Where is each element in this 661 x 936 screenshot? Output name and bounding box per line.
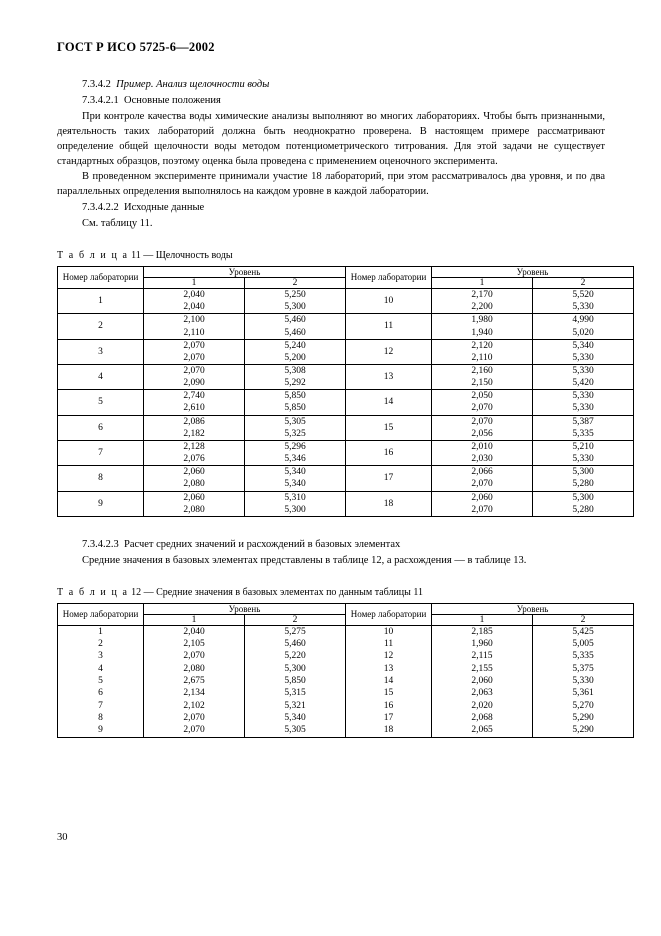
header-level-left: Уровень (144, 267, 346, 278)
table-caption-title: Средние значения в базовых элементах по данным таблицы 11 (156, 586, 424, 598)
cell-lab-number: 13 (346, 365, 432, 390)
header-lab-number-right: Номер лаборатории (346, 603, 432, 625)
cell-lab-number: 10 (346, 625, 432, 638)
header-level-right: Уровень (432, 267, 634, 278)
cell-lab-number: 3 (58, 339, 144, 364)
cell-level2: 5,425 (533, 625, 634, 638)
cell-lab-number: 9 (58, 724, 144, 737)
cell-level2: 5,290 (533, 724, 634, 737)
cell-level2: 5,387 5,335 (533, 415, 634, 440)
clause-7-3-4-2-2 (57, 201, 605, 216)
cell-level2: 5,300 (245, 663, 346, 675)
cell-level2: 5,220 (245, 650, 346, 662)
cell-lab-number: 15 (346, 415, 432, 440)
clause-number: 7.3.4.2.2 (82, 202, 119, 214)
header-level-2-right: 2 (533, 278, 634, 289)
cell-level1: 2,060 2,080 (144, 491, 245, 516)
page-content (57, 78, 605, 738)
header-level-left: Уровень (144, 603, 346, 614)
cell-level2: 5,315 (245, 687, 346, 699)
cell-level1: 2,020 (432, 700, 533, 712)
header-lab-number-left: Номер лаборатории (58, 603, 144, 625)
table-11-caption (57, 249, 605, 262)
cell-lab-number: 13 (346, 663, 432, 675)
cell-level2: 5,330 5,420 (533, 365, 634, 390)
cell-level2: 5,275 (245, 625, 346, 638)
table-11 (57, 266, 634, 517)
cell-level2: 5,250 5,300 (245, 289, 346, 314)
cell-lab-number: 6 (58, 687, 144, 699)
cell-level2: 5,305 5,325 (245, 415, 346, 440)
cell-level1: 2,066 2,070 (432, 466, 533, 491)
cell-level1: 2,740 2,610 (144, 390, 245, 415)
paragraph-see-table-11: См. таблицу 11. (82, 218, 153, 230)
table-row (58, 440, 634, 465)
table-caption-word: Т а б л и ц а (57, 250, 129, 262)
table-row (58, 314, 634, 339)
cell-level1: 2,102 (144, 700, 245, 712)
cell-level2: 5,340 5,330 (533, 339, 634, 364)
clause-7-3-4-2 (57, 78, 605, 93)
cell-level2: 5,296 5,346 (245, 440, 346, 465)
table-row (58, 675, 634, 687)
paragraph-means-reference: Средние значения в базовых элементах представлены в таблице 12, а расхождения — в таблице 13. (82, 554, 527, 566)
cell-lab-number: 14 (346, 390, 432, 415)
cell-level1: 2,063 (432, 687, 533, 699)
clause-7-3-4-2-3 (57, 538, 605, 553)
header-level-2-left: 2 (245, 614, 346, 625)
cell-level2: 5,460 5,460 (245, 314, 346, 339)
cell-level2: 5,300 5,280 (533, 491, 634, 516)
table-row (58, 415, 634, 440)
table-row (58, 650, 634, 662)
cell-lab-number: 2 (58, 638, 144, 650)
cell-level1: 2,100 2,110 (144, 314, 245, 339)
cell-level1: 1,960 (432, 638, 533, 650)
table-12-head (58, 603, 634, 625)
cell-level2: 5,305 (245, 724, 346, 737)
table-row (58, 663, 634, 675)
table-row (58, 625, 634, 638)
cell-lab-number: 14 (346, 675, 432, 687)
cell-level1: 2,040 (144, 625, 245, 638)
table-caption-number: 12 (131, 586, 142, 598)
cell-level1: 2,185 (432, 625, 533, 638)
cell-level2: 5,361 (533, 687, 634, 699)
clause-title: Пример. Анализ щелочности воды (116, 79, 270, 90)
table-caption-word: Т а б л и ц а (57, 586, 129, 598)
cell-level1: 2,040 2,040 (144, 289, 245, 314)
cell-level1: 2,070 2,056 (432, 415, 533, 440)
cell-level2: 5,340 (245, 712, 346, 724)
cell-level2: 5,330 5,330 (533, 390, 634, 415)
cell-lab-number: 11 (346, 314, 432, 339)
spacer (57, 570, 605, 586)
table-row (58, 339, 634, 364)
cell-lab-number: 15 (346, 687, 432, 699)
cell-level2: 5,850 5,850 (245, 390, 346, 415)
table-header-row-top (58, 603, 634, 614)
header-level-right: Уровень (432, 603, 634, 614)
clause-title: Расчет средних значений и расхождений в базовых элементах (124, 538, 401, 550)
cell-lab-number: 16 (346, 440, 432, 465)
spacer (57, 233, 605, 249)
table-row (58, 289, 634, 314)
table-row (58, 390, 634, 415)
cell-lab-number: 8 (58, 466, 144, 491)
cell-level1: 2,120 2,110 (432, 339, 533, 364)
cell-lab-number: 5 (58, 675, 144, 687)
table-11-body (58, 289, 634, 517)
cell-lab-number: 16 (346, 700, 432, 712)
paragraph-experiment: В проведенном эксперименте принимали участие 18 лабораторий, при этом рассматривалось два уровня, и по два параллельных определения выполнялось на каждом уровне в каждой лаборатории. (57, 171, 605, 198)
cell-lab-number: 10 (346, 289, 432, 314)
header-lab-number-right: Номер лаборатории (346, 267, 432, 289)
cell-level1: 2,060 (432, 675, 533, 687)
cell-level1: 2,105 (144, 638, 245, 650)
cell-level2: 5,005 (533, 638, 634, 650)
cell-level1: 2,070 (144, 724, 245, 737)
table-row (58, 365, 634, 390)
cell-level1: 2,086 2,182 (144, 415, 245, 440)
cell-level1: 2,080 (144, 663, 245, 675)
cell-level1: 2,060 2,080 (144, 466, 245, 491)
cell-level1: 2,050 2,070 (432, 390, 533, 415)
header-level-1-left: 1 (144, 278, 245, 289)
cell-level2: 5,308 5,292 (245, 365, 346, 390)
table-caption-title: Щелочность воды (155, 250, 233, 262)
cell-level1: 2,070 2,070 (144, 339, 245, 364)
cell-lab-number: 1 (58, 289, 144, 314)
cell-level1: 2,155 (432, 663, 533, 675)
table-12-caption (57, 586, 605, 599)
cell-level1: 2,065 (432, 724, 533, 737)
cell-level1: 2,060 2,070 (432, 491, 533, 516)
cell-level1: 2,070 2,090 (144, 365, 245, 390)
table-row (58, 700, 634, 712)
cell-level1: 2,010 2,030 (432, 440, 533, 465)
table-row (58, 491, 634, 516)
cell-level2: 5,300 5,280 (533, 466, 634, 491)
cell-lab-number: 7 (58, 440, 144, 465)
cell-level1: 2,170 2,200 (432, 289, 533, 314)
clause-title: Исходные данные (124, 202, 205, 214)
cell-level1: 2,160 2,150 (432, 365, 533, 390)
header-level-1-right: 1 (432, 278, 533, 289)
cell-level1: 2,128 2,076 (144, 440, 245, 465)
table-11-head (58, 267, 634, 289)
cell-level1: 1,980 1,940 (432, 314, 533, 339)
header-level-1-left: 1 (144, 614, 245, 625)
paragraph-intro: При контроле качества воды химические анализы выполняют во многих лабораториях. Чтобы быть признанными, деятельность таких лабораторий должна быть неоднократно проверена. В настоящем примере рассматривают определение общей щелочности воды методом потенциометрического титрования. Для этой задачи не существует стандартных образцов, поэтому оценка была проведена с применением оценочного эксперимента. (57, 110, 605, 167)
cell-lab-number: 6 (58, 415, 144, 440)
header-level-2-right: 2 (533, 614, 634, 625)
cell-lab-number: 17 (346, 466, 432, 491)
clause-number: 7.3.4.2.1 (82, 94, 119, 106)
cell-lab-number: 11 (346, 638, 432, 650)
cell-lab-number: 17 (346, 712, 432, 724)
cell-level2: 5,460 (245, 638, 346, 650)
cell-level2: 4,990 5,020 (533, 314, 634, 339)
cell-level1: 2,068 (432, 712, 533, 724)
clause-number: 7.3.4.2.3 (82, 538, 119, 550)
cell-level2: 5,310 5,300 (245, 491, 346, 516)
table-caption-number: 11 (131, 250, 141, 262)
cell-level2: 5,330 (533, 675, 634, 687)
cell-level2: 5,335 (533, 650, 634, 662)
clause-title: Основные положения (124, 94, 221, 106)
header-lab-number-left: Номер лаборатории (58, 267, 144, 289)
page-number: 30 (57, 832, 68, 843)
cell-lab-number: 9 (58, 491, 144, 516)
cell-level2: 5,321 (245, 700, 346, 712)
cell-level2: 5,375 (533, 663, 634, 675)
cell-lab-number: 18 (346, 724, 432, 737)
spacer (57, 517, 605, 533)
table-caption-dash: — (143, 250, 154, 262)
table-row (58, 724, 634, 737)
cell-lab-number: 12 (346, 339, 432, 364)
cell-lab-number: 8 (58, 712, 144, 724)
cell-level1: 2,675 (144, 675, 245, 687)
cell-level2: 5,210 5,330 (533, 440, 634, 465)
table-row (58, 466, 634, 491)
cell-lab-number: 12 (346, 650, 432, 662)
cell-lab-number: 2 (58, 314, 144, 339)
cell-level2: 5,850 (245, 675, 346, 687)
cell-level1: 2,070 (144, 650, 245, 662)
document-header: ГОСТ Р ИСО 5725-6—2002 (57, 40, 215, 54)
cell-level1: 2,115 (432, 650, 533, 662)
clause-number: 7.3.4.2 (82, 79, 111, 90)
cell-lab-number: 5 (58, 390, 144, 415)
clause-7-3-4-2-1 (57, 94, 605, 109)
table-caption-dash: — (143, 586, 154, 598)
header-level-2-left: 2 (245, 278, 346, 289)
cell-lab-number: 18 (346, 491, 432, 516)
table-header-row-top (58, 267, 634, 278)
cell-lab-number: 4 (58, 365, 144, 390)
table-row (58, 687, 634, 699)
table-12 (57, 603, 634, 738)
cell-lab-number: 1 (58, 625, 144, 638)
table-row (58, 712, 634, 724)
cell-level2: 5,290 (533, 712, 634, 724)
cell-level1: 2,070 (144, 712, 245, 724)
cell-lab-number: 3 (58, 650, 144, 662)
cell-lab-number: 7 (58, 700, 144, 712)
cell-level2: 5,520 5,330 (533, 289, 634, 314)
table-row (58, 638, 634, 650)
table-12-body (58, 625, 634, 737)
cell-level2: 5,270 (533, 700, 634, 712)
cell-level1: 2,134 (144, 687, 245, 699)
header-level-1-right: 1 (432, 614, 533, 625)
cell-level2: 5,240 5,200 (245, 339, 346, 364)
cell-lab-number: 4 (58, 663, 144, 675)
cell-level2: 5,340 5,340 (245, 466, 346, 491)
